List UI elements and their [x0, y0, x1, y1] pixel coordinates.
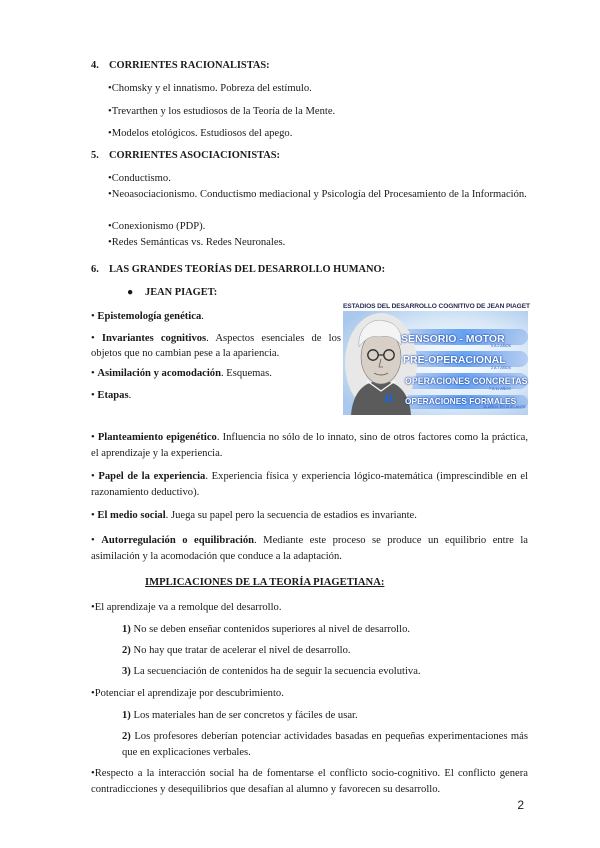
term-description: . — [201, 311, 204, 322]
piaget-stages-figure — [343, 302, 528, 414]
bullet-dot: ● — [127, 287, 134, 298]
pi-symbol-icon: π — [384, 391, 394, 406]
list-item-text: Trevarthen y los estudiosos de la Teoría de la Mente. — [111, 106, 336, 117]
list-item — [108, 187, 528, 203]
section-5-heading — [91, 148, 280, 164]
term: Asimilación y acomodación — [97, 368, 221, 379]
list-item-text: Modelos etológicos. Estudiosos del apego. — [111, 128, 293, 139]
stage-operaciones-concretas: OPERACIONES CONCRETAS — [405, 376, 528, 386]
list-item — [108, 171, 171, 187]
section-6-number: 6. — [91, 264, 99, 275]
piaget-subheading-text: JEAN PIAGET: — [145, 287, 218, 298]
numbered-item — [122, 643, 351, 659]
term-description: . Experiencia física y experiencia lógico-matemática (imprescindible en el razonamiento deductivo). — [91, 471, 529, 498]
term-description: . Esquemas. — [220, 368, 272, 379]
concept-item — [91, 533, 528, 565]
term: Etapas — [97, 390, 129, 401]
section-6-title: LAS GRANDES TEORÍAS DEL DESARROLLO HUMANO: — [109, 264, 386, 275]
concept-item — [91, 508, 528, 524]
item-text: Los materiales han de ser concretos y fáciles de usar. — [133, 710, 358, 721]
term: Invariantes cognitivos — [101, 333, 207, 344]
numbered-item — [122, 664, 421, 680]
item-number: 1) — [122, 624, 131, 635]
stage-note: 11 AÑOS EN ADELANTE — [483, 405, 526, 409]
piaget-list-item — [91, 309, 341, 325]
section-4-title: CORRIENTES RACIONALISTAS: — [109, 60, 270, 71]
section-4-number: 4. — [91, 60, 99, 71]
piaget-list-item — [91, 331, 341, 362]
section-5-title: CORRIENTES ASOCIACIONISTAS: — [109, 150, 281, 161]
item-text: No hay que tratar de acelerar el nivel de desarrollo. — [133, 645, 351, 656]
section-6-heading — [91, 262, 385, 278]
implication-point — [91, 686, 284, 702]
stage-note: 2 A 7 AÑOS — [491, 366, 512, 370]
concept-item — [91, 469, 528, 501]
implication-text: El aprendizaje va a remolque del desarrollo. — [94, 602, 282, 613]
term-description: . Aspectos esenciales de los objetos que no cambian pese a la apariencia. — [91, 333, 342, 360]
term-description: . Mediante este proceso se produce un equilibrio entre la asimilación y la acomodación que conduce a la adaptación. — [91, 535, 528, 562]
implication-text: Potenciar el aprendizaje por descubrimiento. — [94, 688, 284, 699]
piaget-list-item — [91, 366, 341, 382]
section-5-number: 5. — [91, 150, 99, 161]
term: Planteamiento epigenético — [97, 432, 217, 443]
section-4-heading — [91, 58, 270, 74]
list-item — [108, 81, 312, 97]
figure-title: ESTADIOS DEL DESARROLLO COGNITIVO DE JEAN PIAGET — [343, 303, 530, 310]
implication-text: Respecto a la interacción social ha de fomentarse el conflicto socio-cognitivo. El conflicto genera contradicciones y desequilibrios que desafían al alumno y favorecen su desarrollo. — [91, 768, 528, 795]
item-number: 1) — [122, 710, 131, 721]
implication-point — [91, 600, 282, 616]
stage-note: 7 A 11 AÑOS — [489, 387, 511, 391]
stage-note: 0 A 2 AÑOS — [491, 344, 512, 348]
item-text: La secuenciación de contenidos ha de seguir la secuencia evolutiva. — [133, 666, 421, 677]
item-number: 2) — [122, 645, 131, 656]
implications-title: IMPLICACIONES DE LA TEORÍA PIAGETIANA: — [145, 577, 385, 588]
list-item-text: Neoasociacionismo. Conductismo mediacional y Psicología del Procesamiento de la Información. — [111, 189, 527, 200]
list-item — [108, 104, 335, 120]
stage-pre-operacional: PRE-OPERACIONAL — [403, 354, 506, 366]
stage-sensorio-motor: SENSORIO - MOTOR — [401, 333, 505, 345]
term-description: . Influencia no sólo de lo innato, sino de otros factores como la práctica, el aprendizaje y la experiencia. — [91, 432, 528, 459]
stage-operaciones-formales: OPERACIONES FORMALES — [405, 396, 517, 406]
numbered-item — [122, 708, 358, 724]
list-item — [108, 235, 285, 251]
list-item-text: Conexionismo (PDP). — [111, 221, 206, 232]
list-item-text: Chomsky y el innatismo. Pobreza del estímulo. — [111, 83, 312, 94]
term-description: . — [128, 390, 132, 401]
term-description: . Juega su papel pero la secuencia de estadios es invariante. — [165, 510, 417, 521]
numbered-item — [122, 729, 528, 761]
concept-item — [91, 430, 528, 462]
list-item — [108, 219, 205, 235]
piaget-subheading — [127, 285, 217, 301]
item-text: Los profesores deberían potenciar actividades basadas en pequeñas experimentaciones más que en explicaciones verbales. — [122, 731, 528, 758]
numbered-item — [122, 622, 410, 638]
term: Papel de la experiencia — [98, 471, 206, 482]
item-number: 2) — [122, 731, 131, 742]
piaget-list-item — [91, 388, 341, 404]
term: Epistemología genética — [97, 311, 202, 322]
implication-point — [91, 766, 528, 798]
list-item — [108, 126, 292, 142]
item-text: No se deben enseñar contenidos superiores al nivel de desarrollo. — [133, 624, 411, 635]
list-item-text: Redes Semánticas vs. Redes Neuronales. — [111, 237, 286, 248]
term: El medio social — [97, 510, 166, 521]
item-number: 3) — [122, 666, 131, 677]
list-item-text: Conductismo. — [111, 173, 171, 184]
page-number: 2 — [517, 798, 524, 812]
term: Autorregulación o equilibración — [101, 535, 255, 546]
